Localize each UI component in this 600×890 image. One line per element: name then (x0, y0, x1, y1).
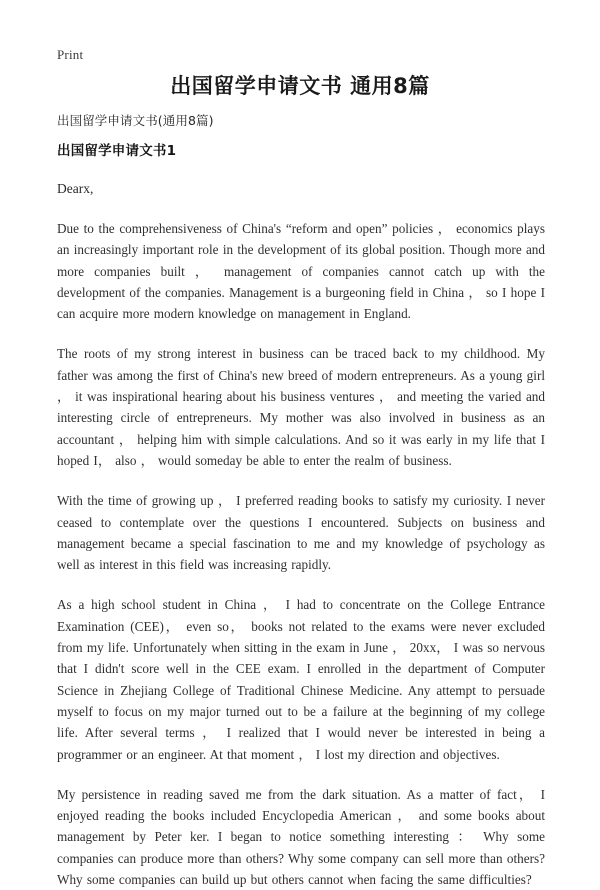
body-paragraph: Due to the comprehensiveness of China's “reform and open” policies ， economics plays an increasingly important role in the development of its global position. Though more and more companies built ， management of companies cannot catch up with the development of the companies. Management is a burgeoning field in China ， so I hope I can acquire more modern knowledge on management in England. (57, 221, 545, 322)
document-body (57, 112, 545, 890)
print-label[interactable]: Print (57, 47, 84, 62)
document-subtitle: 出国留学申请文书(通用8篇) (57, 113, 214, 128)
body-paragraph: As a high school student in China ， I had to concentrate on the College Entrance Examination (CEE)， even so， books not related to the exams were never excluded from my life. Unfortunately when sitting in the exam in June ， 20xx， I was so nervous that I didn't score well in the CEE exam. I enrolled in the department of Computer Science in Zhejiang College of Traditional Chinese Medicine. Any attempt to persuade myself to focus on my major turned out to be a failure at the beginning of my college life. After several terms ， I realized that I would never be interested in being a programmer or an engineer. At that moment ， I lost my direction and objectives. (57, 597, 545, 762)
body-paragraph: With the time of growing up ， I preferred reading books to satisfy my curiosity. I never ceased to contemplate over the questions I encountered. Subjects on business and management became a special fascination to me and my knowledge of psychology as well as interest in this field was increasing rapidly. (57, 493, 545, 573)
salutation: Dearx, (57, 181, 94, 196)
page-title: 出国留学申请文书 通用8篇 (170, 74, 430, 98)
body-paragraph: The roots of my strong interest in business can be traced back to my childhood. My father was among the first of China's new breed of modern entrepreneurs. As a young girl ， it was inspirational hearing about his business ventures ， and meeting the varied and interesting circle of entrepreneurs. My mother was also involved in business as an accountant ， helping him with simple calculations. And so it was early in my life that I hoped I， also ， would someday be able to enter the realm of business. (57, 346, 545, 468)
body-paragraph: My persistence in reading saved me from the dark situation. As a matter of fact， I enjoyed reading the books included Encyclopedia American ， and some books about management by Peter ker. I began to notice something interesting ： Why some companies can produce more than others? Why some company can sell more than others? Why some companies can build up but others cannot when facing the same difficulties? (57, 786, 545, 888)
section-heading: 出国留学申请文书1 (57, 143, 177, 159)
